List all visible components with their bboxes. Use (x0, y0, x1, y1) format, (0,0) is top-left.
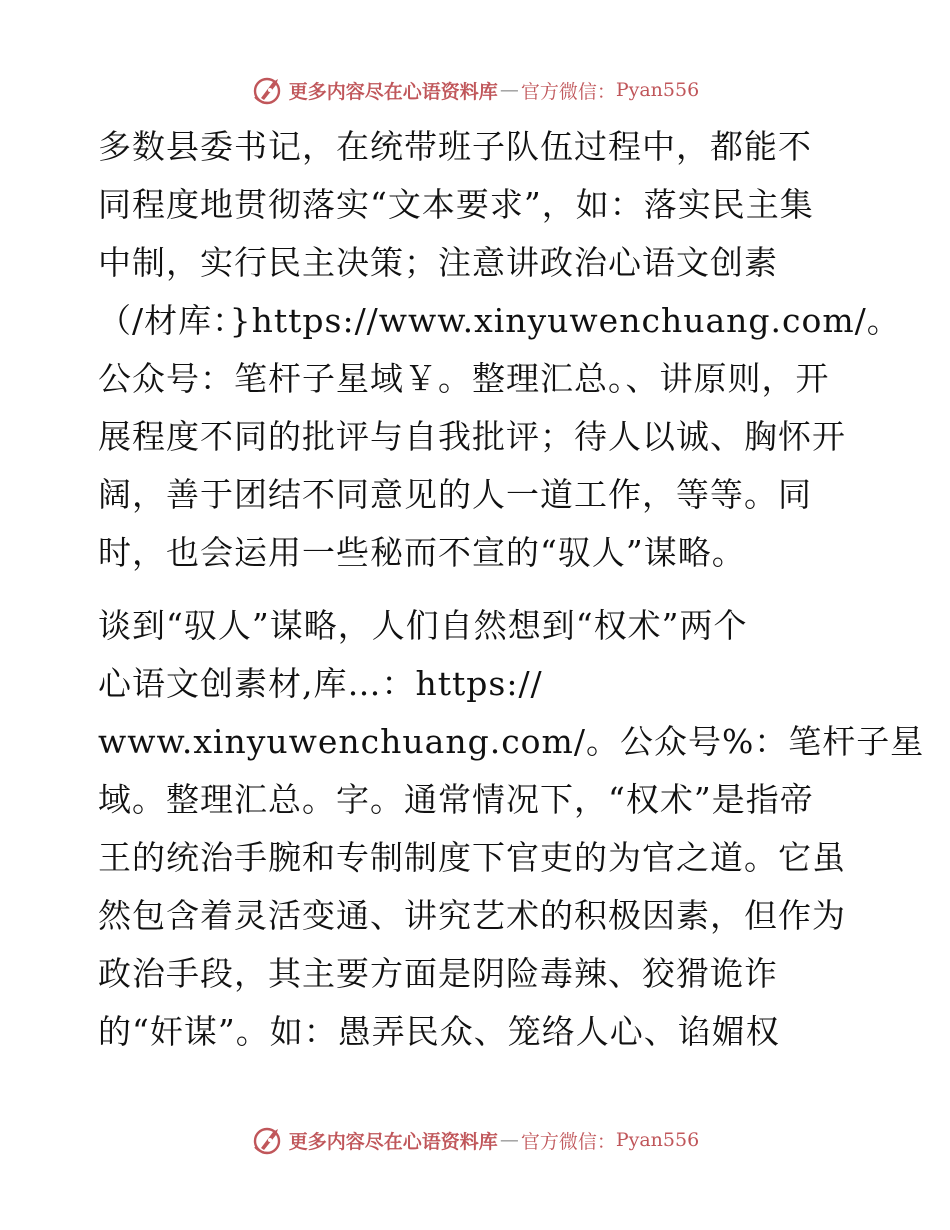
body-line: 阔，善于团结不同意见的人一道工作，等等。同 (98, 475, 812, 514)
banner-contact-id: Pyan556 (615, 79, 700, 101)
body-line: 时，也会运用一些秘而不宣的“驭人”谋略。 (98, 533, 746, 572)
body-line: 的“奸谋”。如：愚弄民众、笼络人心、谄媚权 (98, 1012, 780, 1051)
banner-contact-id: Pyan556 (615, 1129, 700, 1151)
banner-title: 更多内容尽在心语资料库 (288, 80, 498, 103)
body-line: 政治手段，其主要方面是阴险毒辣、狡猾诡诈 (98, 954, 778, 993)
body-line: 中制，实行民主决策；注意讲政治心语文创素 (98, 243, 778, 282)
body-line: 同程度地贯彻落实“文本要求”，如：落实民主集 (98, 185, 814, 224)
header-banner (0, 70, 950, 110)
banner-separator: — (499, 79, 519, 101)
body-line: www.xinyuwenchuang.com/。公众号%：笔杆子星 (98, 722, 925, 761)
footer-banner (0, 1120, 950, 1160)
body-line: 心语文创素材,库…：https:// (98, 664, 543, 703)
body-line: 多数县委书记，在统带班子队伍过程中，都能不 (98, 127, 812, 166)
body-line: 谈到“驭人”谋略，人们自然想到“权术”两个 (98, 606, 748, 645)
body-line: 王的统治手腕和专制制度下官吏的为官之道。它虽 (98, 838, 846, 877)
body-line: 然包含着灵活变通、讲究艺术的积极因素，但作为 (98, 896, 846, 935)
body-line: （/材库：}https://www.xinyuwenchuang.com/。 (98, 301, 901, 340)
banner-contact-label: 官方微信： (520, 1130, 616, 1153)
body-line: 公众号：笔杆子星域￥。整理汇总。、讲原则，开 (98, 359, 830, 398)
banner-separator: — (499, 1129, 519, 1151)
banner-contact-label: 官方微信： (520, 80, 616, 103)
pen-nib-circle-icon (251, 1123, 285, 1157)
banner-title: 更多内容尽在心语资料库 (288, 1130, 498, 1153)
pen-nib-circle-icon (251, 73, 285, 107)
body-line: 展程度不同的批评与自我批评；待人以诚、胸怀开 (98, 417, 846, 456)
body-line: 域。整理汇总。字。通常情况下，“权术”是指帝 (98, 780, 814, 819)
